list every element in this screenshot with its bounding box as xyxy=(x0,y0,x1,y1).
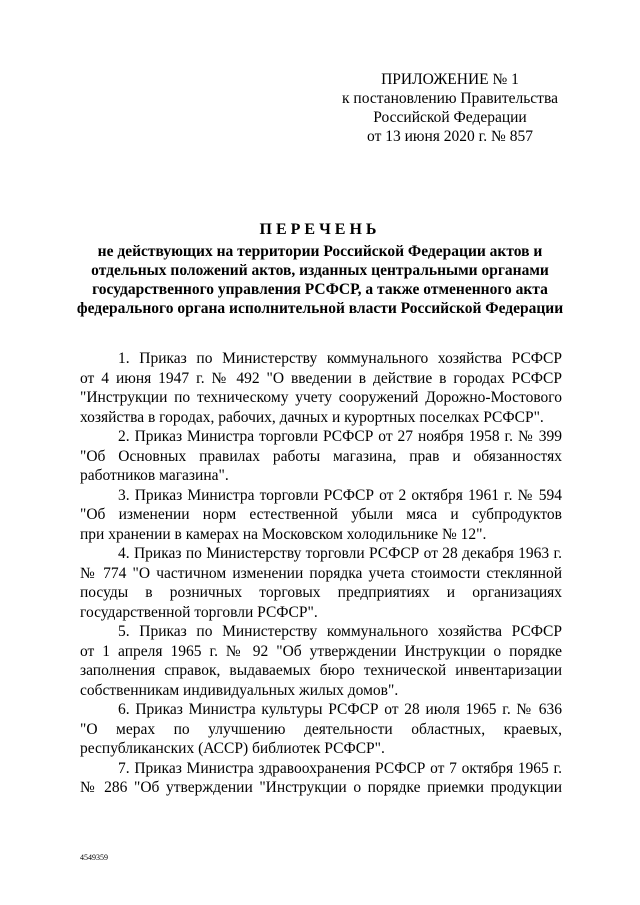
list-item-line: 4. Приказ по Министерству торговли РСФСР от 28 декабря 1963 г. xyxy=(118,545,562,562)
list-item-line: 6. Приказ Министра культуры РСФСР от 28 июля 1965 г. № 636 xyxy=(118,701,562,718)
subtitle-line: отдельных положений актов, изданных центральными органами xyxy=(91,262,549,279)
list-item-line: работников магазина". xyxy=(80,467,229,484)
list-item-line: заполнения справок, выдаваемых бюро технической инвентаризации xyxy=(80,662,562,679)
appendix-resolution-ref: к постановлению Правительства xyxy=(342,90,558,107)
list-item-line: республиканских (АССР) библиотек РСФСР". xyxy=(80,740,385,757)
appendix-government: Российской Федерации xyxy=(373,109,527,126)
document-title: ПЕРЕЧЕНЬ xyxy=(259,221,381,238)
list-item-line: посуды в розничных торговых предприятиях и организациях xyxy=(80,584,562,601)
list-item-line: "Об Основных правилах работы магазина, прав и обязанностях xyxy=(80,447,562,465)
items-list xyxy=(80,349,562,798)
appendix-date-number: от 13 июня 2020 г. № 857 xyxy=(367,128,533,145)
appendix-block xyxy=(330,70,570,146)
list-item-line: при хранении в камерах на Московском холодильнике № 12". xyxy=(80,525,487,543)
list-item xyxy=(80,427,562,486)
list-item-line: "О мерах по улучшению деятельности областных, краевых, xyxy=(80,720,562,738)
list-item xyxy=(80,486,562,545)
document-subtitle xyxy=(60,242,580,318)
list-item xyxy=(80,759,562,798)
list-item-line: 2. Приказ Министра торговли РСФСР от 27 ноября 1958 г. № 399 xyxy=(118,428,562,445)
list-item-line: "Инструкции по техническому учету сооружений Дорожно-Мостового xyxy=(80,389,562,406)
list-item-line: 1. Приказ по Министерству коммунального хозяйства РСФСР xyxy=(118,350,562,367)
list-item-line: № 774 "О частичном изменении порядка учета стоимости стеклянной xyxy=(80,564,562,582)
list-item-line: 7. Приказ Министра здравоохранения РСФСР от 7 октября 1965 г. xyxy=(118,759,562,777)
list-item-line: № 286 "Об утверждении "Инструкции о порядке приемки продукции xyxy=(80,779,562,796)
list-item-line: хозяйства в городах, рабочих, дачных и курортных поселках РСФСР". xyxy=(80,408,544,426)
list-item-line: "Об изменении норм естественной убыли мяса и субпродуктов xyxy=(80,506,562,523)
list-item-line: 3. Приказ Министра торговли РСФСР от 2 октября 1961 г. № 594 xyxy=(118,486,562,504)
list-item-line: государственной торговли РСФСР". xyxy=(80,603,318,621)
list-item-line: от 4 июня 1947 г. № 492 "О введении в действие в городах РСФСР xyxy=(80,369,562,387)
list-item-line: 5. Приказ по Министерству коммунального хозяйства РСФСР xyxy=(118,623,562,640)
subtitle-line: государственного управления РСФСР, а также отмененного акта xyxy=(92,281,548,298)
list-item xyxy=(80,349,562,427)
list-item-line: от 1 апреля 1965 г. № 92 "Об утверждении Инструкции о порядке xyxy=(80,642,562,660)
list-item-line: собственникам индивидуальных жилых домов". xyxy=(80,681,399,699)
subtitle-line: не действующих на территории Российской Федерации актов и xyxy=(97,243,543,260)
document-code: 4549359 xyxy=(80,853,108,862)
appendix-number: ПРИЛОЖЕНИЕ № 1 xyxy=(381,71,519,88)
list-item xyxy=(80,622,562,700)
list-item xyxy=(80,700,562,759)
subtitle-line: федерального органа исполнительной власти Российской Федерации xyxy=(76,300,564,317)
list-item xyxy=(80,544,562,622)
